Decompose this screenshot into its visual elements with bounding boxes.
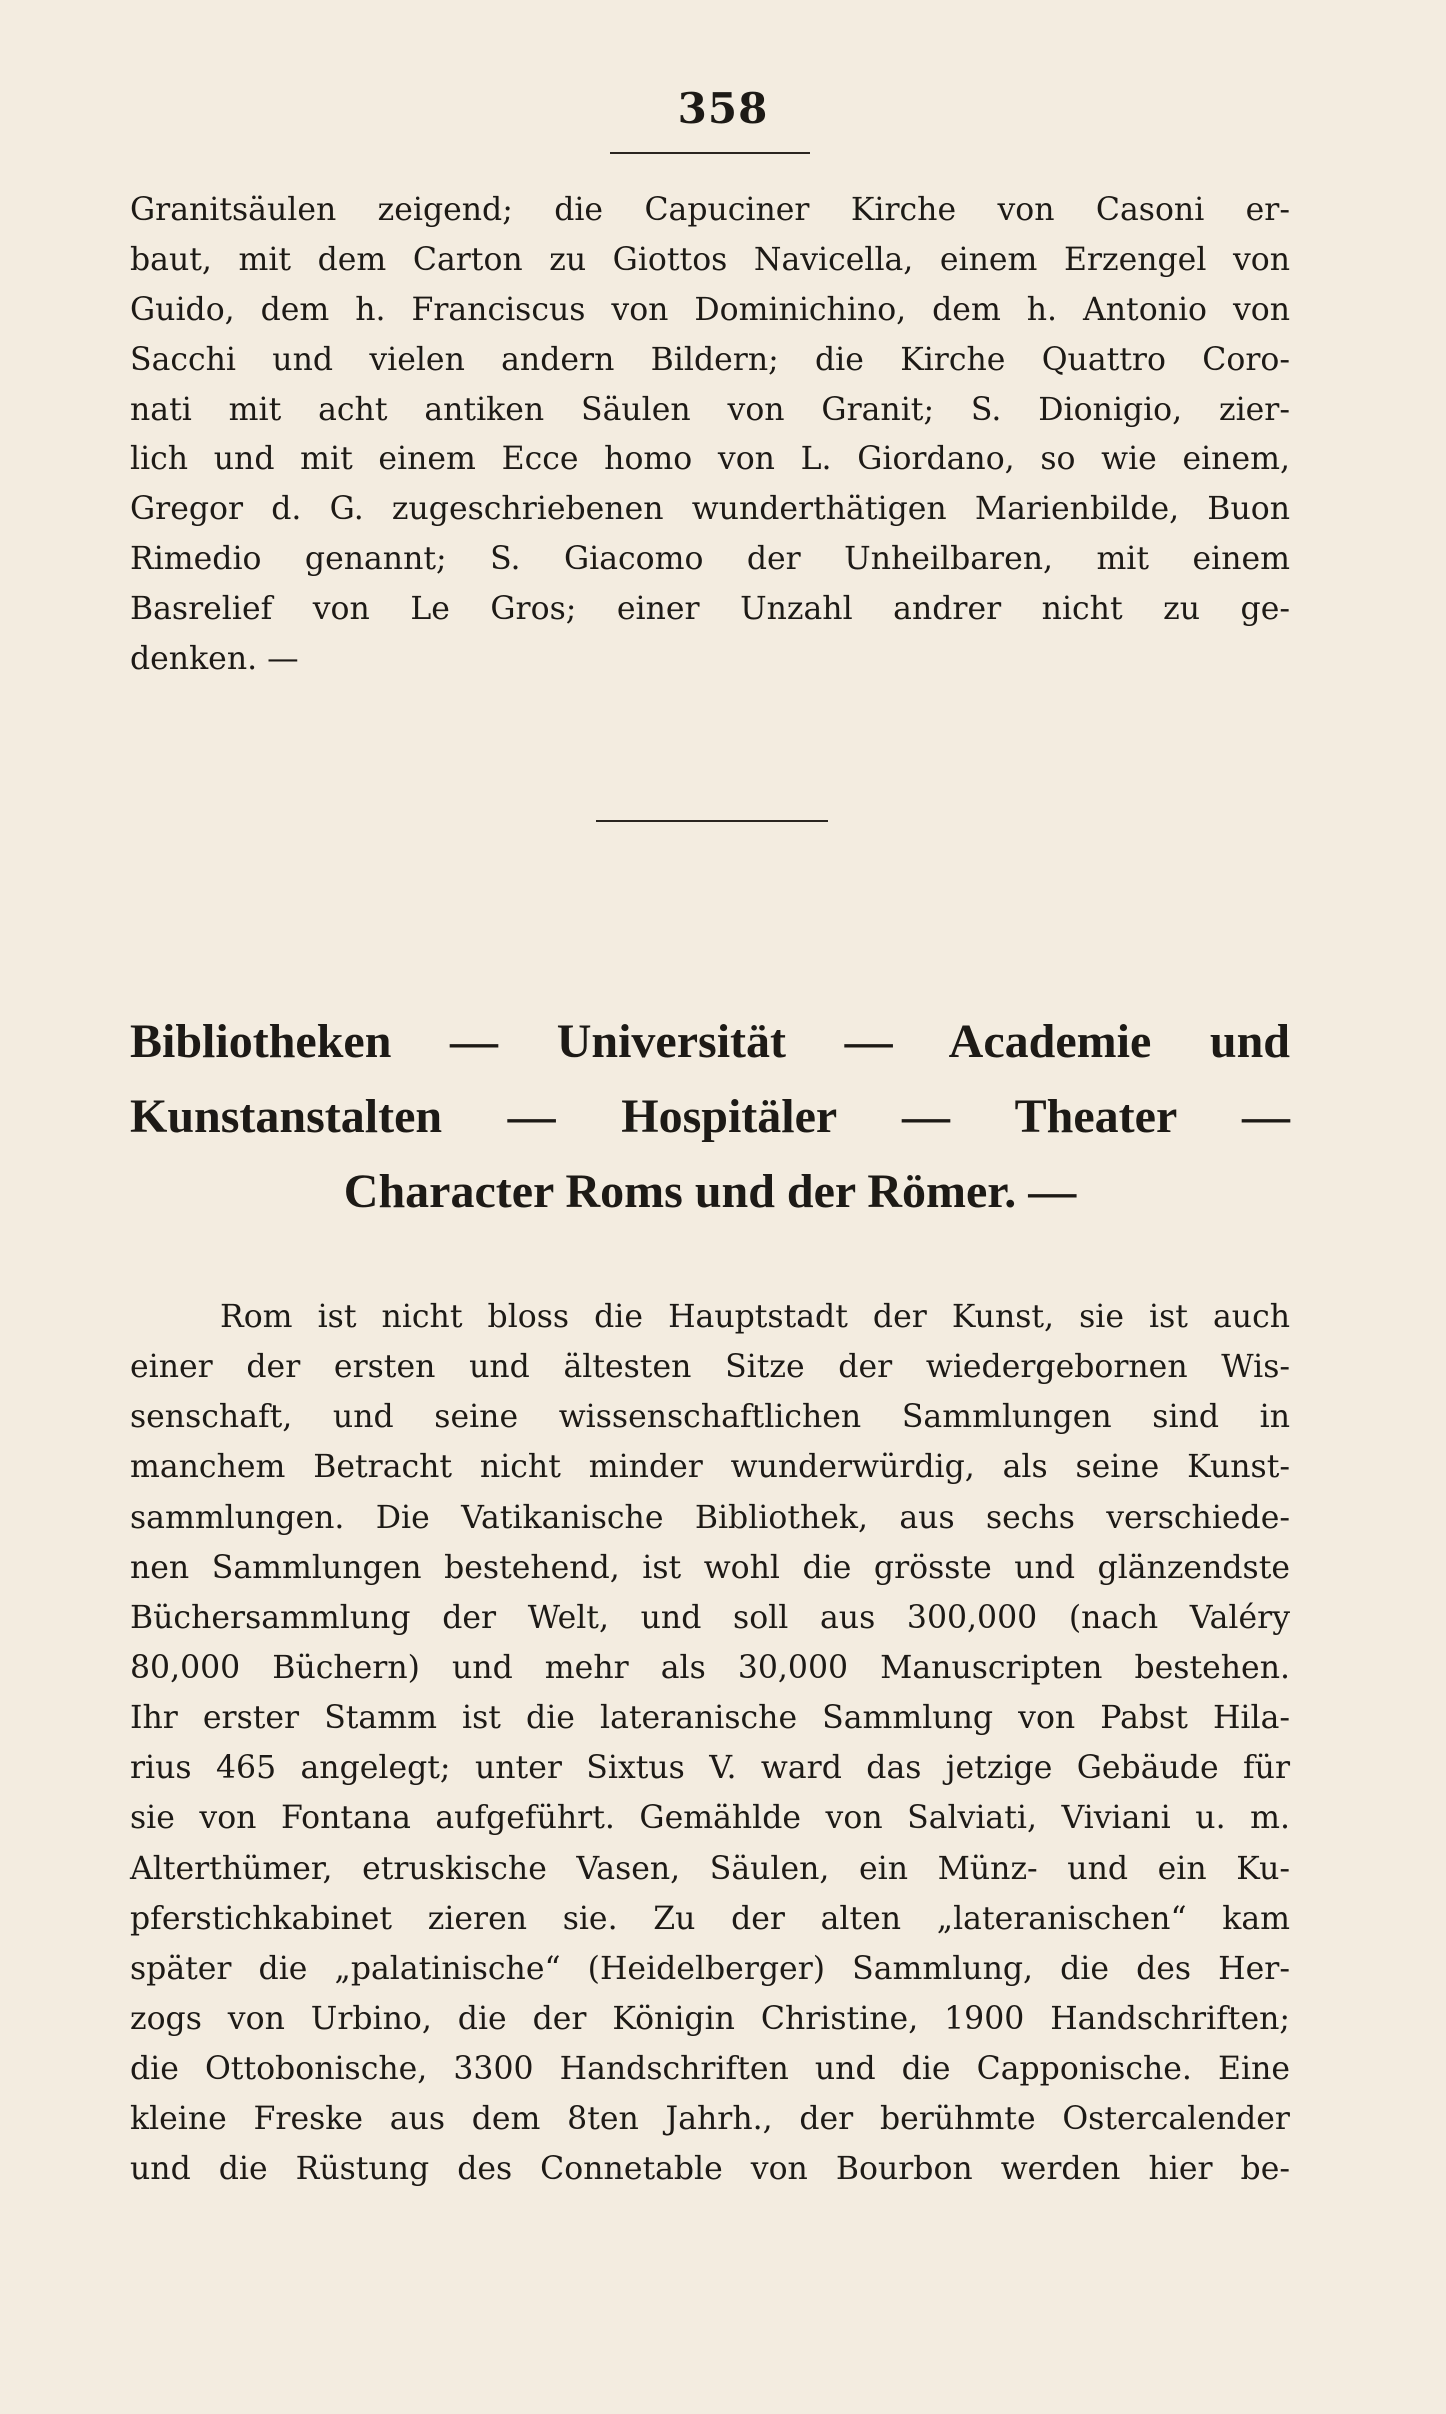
text-line: Rom ist nicht bloss die Hauptstadt der Kunst, sie ist auch xyxy=(220,1299,1290,1335)
text-line: Ihr erster Stamm ist die lateranische Sammlung von Pabst Hila- xyxy=(130,1700,1290,1737)
text-line: und die Rüstung des Connetable von Bourbon werden hier be- xyxy=(130,2151,1290,2188)
text-line: Gregor d. G. zugeschriebenen wunderthätigen Marienbilde, Buon xyxy=(130,491,1290,528)
text-line: nati mit acht antiken Säulen von Granit; S. Dionigio, zier- xyxy=(130,391,1290,428)
text-line: denken. — xyxy=(130,641,299,678)
heading-line: Kunstanstalten — Hospitäler — Theater — xyxy=(130,1090,1290,1143)
text-line: kleine Freske aus dem 8ten Jahrh., der berühmte Ostercalender xyxy=(130,2101,1290,2138)
text-line: die Ottobonische, 3300 Handschriften und die Capponische. Eine xyxy=(130,2051,1290,2088)
text-line: lich und mit einem Ecce homo von L. Giordano, so wie einem, xyxy=(130,441,1290,478)
text-line: einer der ersten und ältesten Sitze der wiedergebornen Wis- xyxy=(130,1349,1290,1386)
heading-line: Character Roms und der Römer. — xyxy=(343,1165,1077,1218)
text-line: Büchersammlung der Welt, und soll aus 300,000 (nach Valéry xyxy=(130,1599,1290,1636)
section-divider xyxy=(596,820,828,822)
text-line: sie von Fontana aufgeführt. Gemählde von Salviati, Viviani u. m. xyxy=(130,1800,1290,1837)
text-line: Alterthümer, etruskische Vasen, Säulen, ein Münz- und ein Ku- xyxy=(130,1850,1290,1887)
heading-line: Bibliotheken — Universität — Academie und xyxy=(130,1015,1290,1068)
text-line: zogs von Urbino, die der Königin Christine, 1900 Handschriften; xyxy=(130,2000,1290,2037)
section-heading xyxy=(130,1004,1290,1229)
text-line: 80,000 Büchern) und mehr als 30,000 Manuscripten bestehen. xyxy=(130,1649,1290,1686)
text-line: manchem Betracht nicht minder wunderwürdig, als seine Kunst- xyxy=(130,1449,1290,1486)
text-line: Granitsäulen zeigend; die Capuciner Kirche von Casoni er- xyxy=(130,192,1290,228)
text-line: Sacchi und vielen andern Bildern; die Kirche Quattro Coro- xyxy=(130,341,1290,378)
text-line: baut, mit dem Carton zu Giottos Navicella, einem Erzengel von xyxy=(130,241,1290,278)
paragraph-libraries xyxy=(130,1292,1290,2195)
text-line: nen Sammlungen bestehend, ist wohl die grösste und glänzendste xyxy=(130,1549,1290,1586)
page-number: 358 xyxy=(677,84,769,133)
text-line: sammlungen. Die Vatikanische Bibliothek, aus sechs verschiede- xyxy=(130,1499,1290,1536)
top-rule xyxy=(610,152,810,154)
text-line: senschaft, und seine wissenschaftlichen Sammlungen sind in xyxy=(130,1399,1290,1436)
text-line: später die „palatinische“ (Heidelberger) Sammlung, die des Her- xyxy=(130,1950,1290,1987)
text-line: Guido, dem h. Franciscus von Dominichino, dem h. Antonio von xyxy=(130,291,1290,328)
paragraph-continuation xyxy=(130,186,1290,685)
text-line: rius 465 angelegt; unter Sixtus V. ward das jetzige Gebäude für xyxy=(130,1750,1290,1787)
text-line: Basrelief von Le Gros; einer Unzahl andrer nicht zu ge- xyxy=(130,591,1290,628)
text-line: pferstichkabinet zieren sie. Zu der alten „lateranischen“ kam xyxy=(130,1900,1290,1937)
text-line: Rimedio genannt; S. Giacomo der Unheilbaren, mit einem xyxy=(130,541,1290,578)
